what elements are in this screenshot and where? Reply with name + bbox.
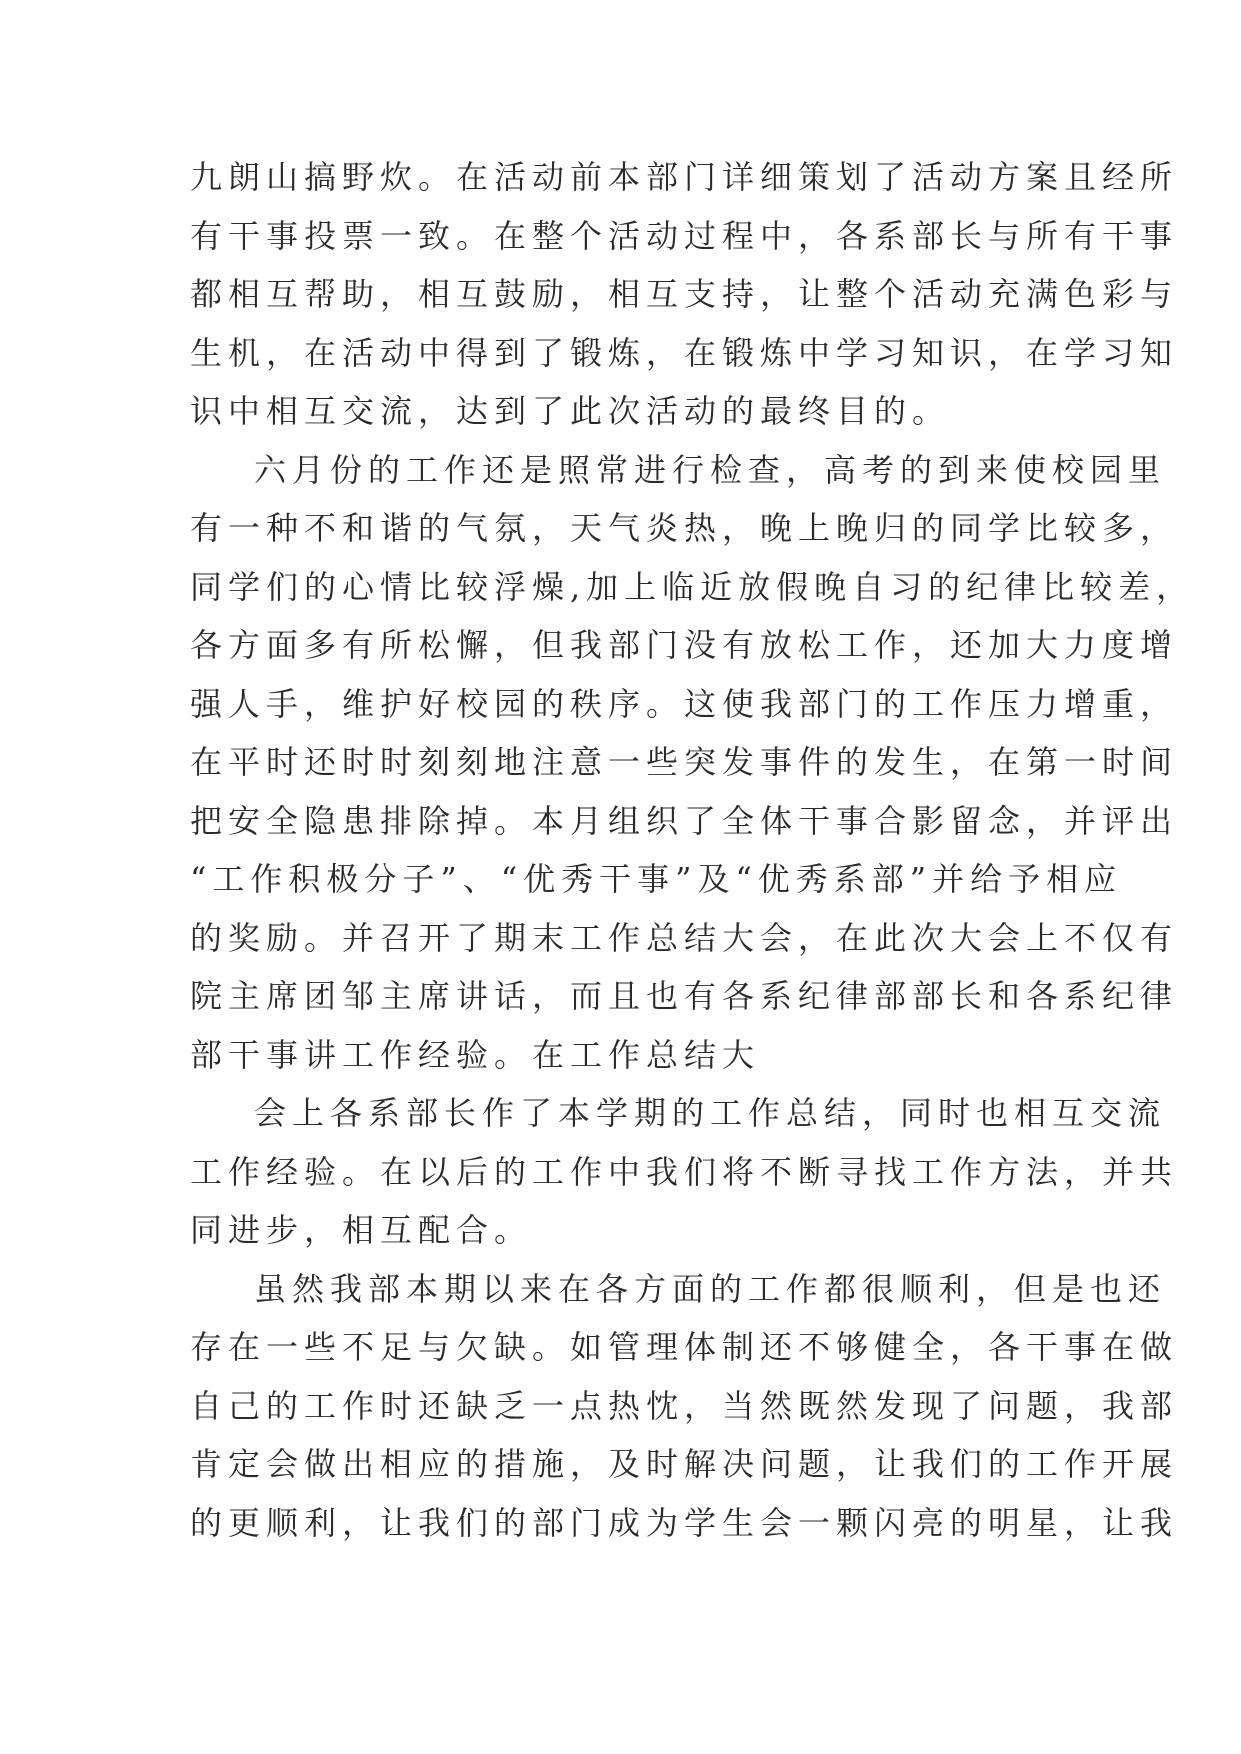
text-line: 强人手，维护好校园的秩序。这使我部门的工作压力增重， xyxy=(190,684,1179,723)
text-line: 在平时还时时刻刻地注意一些突发事件的发生，在第一时间 xyxy=(190,743,1179,781)
text-line: 都相互帮助，相互鼓励，相互支持，让整个活动充满色彩与 xyxy=(190,275,1179,313)
text-line: 同进步，相互配合。 xyxy=(190,1211,533,1249)
text-line: 把安全隐患排除掉。本月组织了全体干事合影留念，并评出 xyxy=(190,801,1179,840)
text-line: “工作积极分子”、“优秀干事”及“优秀系部”并给予相应 xyxy=(190,860,1123,898)
text-line: 的更顺利，让我们的部门成为学生会一颗闪亮的明星，让我 xyxy=(190,1503,1179,1542)
paragraph-first-line: 六月份的工作还是照常进行检查，高考的到来使校园里 xyxy=(254,450,1167,489)
text-line: 同学们的心情比较浮燥,加上临近放假晚自习的纪律比较差， xyxy=(190,567,1195,606)
text-line: 的奖励。并召开了期末工作总结大会，在此次大会上不仅有 xyxy=(190,918,1179,957)
paragraph-first-line: 虽然我部本期以来在各方面的工作都很顺利，但是也还 xyxy=(254,1269,1167,1308)
text-line: 存在一些不足与欠缺。如管理体制还不够健全，各干事在做 xyxy=(190,1328,1179,1366)
text-line: 肯定会做出相应的措施，及时解决问题，让我们的工作开展 xyxy=(190,1445,1179,1483)
text-line: 有一种不和谐的气氛，天气炎热，晚上晚归的同学比较多， xyxy=(190,509,1179,547)
text-line: 工作经验。在以后的工作中我们将不断寻找工作方法，并共 xyxy=(190,1152,1179,1191)
text-line: 自己的工作时还缺乏一点热忱，当然既然发现了问题，我部 xyxy=(190,1386,1179,1425)
text-line: 各方面多有所松懈，但我部门没有放松工作，还加大力度增 xyxy=(190,626,1179,664)
text-line: 生机，在活动中得到了锻炼，在锻炼中学习知识，在学习知 xyxy=(190,333,1179,372)
document-body xyxy=(190,148,1195,1552)
text-line: 有干事投票一致。在整个活动过程中，各系部长与所有干事 xyxy=(190,216,1179,255)
text-line: 院主席团邹主席讲话，而且也有各系纪律部部长和各系纪律 xyxy=(190,977,1179,1015)
text-line: 识中相互交流，达到了此次活动的最终目的。 xyxy=(190,392,951,430)
text-line: 部干事讲工作经验。在工作总结大 xyxy=(190,1035,761,1074)
text-line: 九朗山搞野炊。在活动前本部门详细策划了活动方案且经所 xyxy=(190,158,1179,196)
paragraph-first-line: 会上各系部长作了本学期的工作总结，同时也相互交流 xyxy=(254,1094,1167,1132)
